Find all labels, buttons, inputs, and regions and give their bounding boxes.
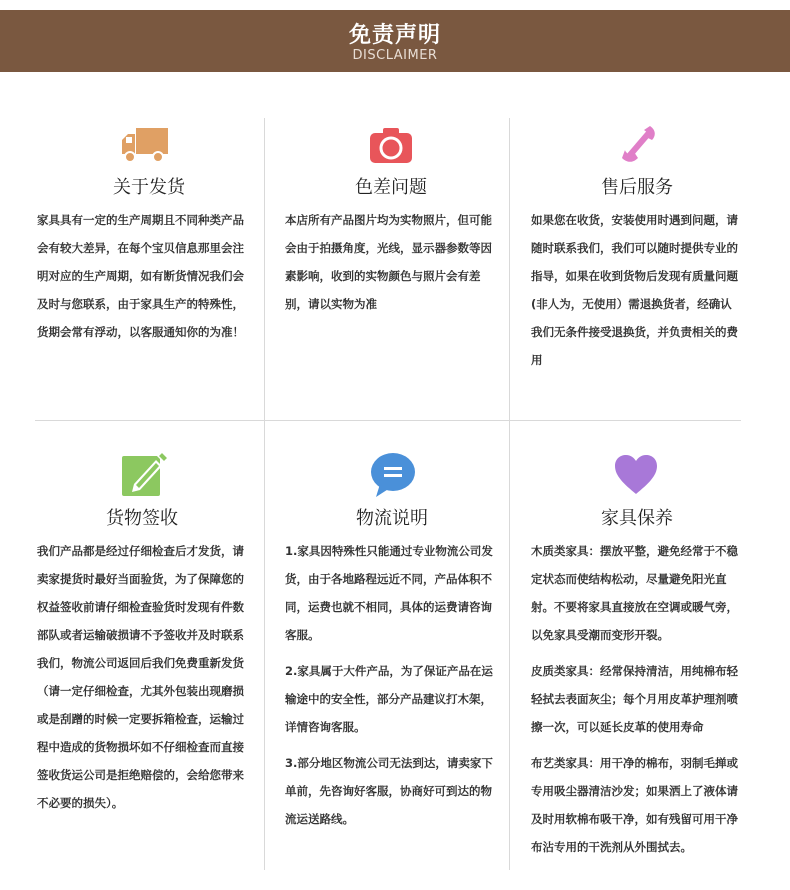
logistics-paragraph-1: 1.家具因特殊性只能通过专业物流公司发货，由于各地路程远近不同，产品体积不同，运费也就不相同，具体的运费请咨询客服。 — [285, 544, 493, 642]
banner-title: 免责声明 — [348, 23, 441, 48]
color-title: 色差问题 — [355, 177, 427, 198]
grid-divider-horizontal — [35, 420, 741, 421]
receipt-title: 货物签收 — [106, 508, 178, 529]
logistics-title: 物流说明 — [356, 508, 428, 529]
chat-bubble-icon — [370, 452, 416, 498]
shipping-title: 关于发货 — [113, 177, 185, 198]
disclaimer-banner — [0, 10, 790, 72]
aftersale-text: 如果您在收货，安装使用时遇到问题，请随时联系我们，我们可以随时提供专业的指导，如果在收到货物后发现有质量问题(非人为，无使用）需退换货者，经确认我们无条件接受退换货，并负责相关的费用 — [531, 213, 738, 367]
logistics-paragraph-2: 2.家具属于大件产品，为了保证产品在运输途中的安全性，部分产品建议打木架，详情咨询客服。 — [285, 664, 493, 734]
care-text — [531, 537, 741, 861]
logistics-text — [285, 537, 495, 833]
care-paragraph-fabric: 布艺类家具：用干净的棉布，羽制毛掸或专用吸尘器清洁沙发；如果洒上了液体请及时用软棉布吸干净，如有残留可用干净布沾专用的干洗剂从外围拭去。 — [531, 756, 738, 854]
logistics-paragraph-3: 3.部分地区物流公司无法到达，请卖家下单前，先咨询好客服，协商好可到达的物流运送路线。 — [285, 756, 493, 826]
truck-icon — [120, 126, 170, 164]
shipping-text: 家具具有一定的生产周期且不同种类产品会有较大差异，在每个宝贝信息那里会注明对应的生产周期，如有断货情况我们会及时与您联系，由于家具生产的特殊性，货期会常有浮动，以客服通知你的为准！ — [37, 213, 244, 339]
color-text: 本店所有产品图片均为实物照片，但可能会由于拍摄角度，光线，显示器参数等因素影响，收到的实物颜色与照片会有差别，请以实物为准 — [285, 213, 492, 311]
receipt-text: 我们产品都是经过仔细检查后才发货，请卖家提货时最好当面验货，为了保障您的权益签收前请仔细检查验货时发现有件数部队或者运输破损请不予签收并及时联系我们，物流公司返回后我们免费重新发货（请一定仔细检查，尤其外包装出现磨损或是刮蹭的时候一定要拆箱检查，运输过程中造成的货物损坏如不仔细检查而直接签收货运公司是拒绝赔偿的，会给您带来不必要的损失）。 — [37, 544, 244, 810]
camera-icon — [369, 126, 413, 164]
heart-icon — [614, 454, 658, 496]
care-paragraph-leather: 皮质类家具：经常保持清洁，用纯棉布轻轻拭去表面灰尘；每个月用皮革护理剂喷擦一次，可以延长皮革的使用寿命 — [531, 664, 738, 734]
pencil-edit-icon — [122, 452, 168, 498]
aftersale-title: 售后服务 — [601, 177, 673, 198]
phone-icon — [616, 124, 658, 166]
grid-divider-vertical-1 — [264, 118, 265, 870]
banner-subtitle: DISCLAIMER — [352, 48, 438, 63]
care-paragraph-wood: 木质类家具：摆放平整，避免经常于不稳定状态而使结构松动，尽量避免阳光直射。不要将家具直接放在空调或暖气旁，以免家具受潮而变形开裂。 — [531, 544, 738, 642]
care-title: 家具保养 — [601, 508, 673, 529]
grid-divider-vertical-2 — [509, 118, 510, 870]
